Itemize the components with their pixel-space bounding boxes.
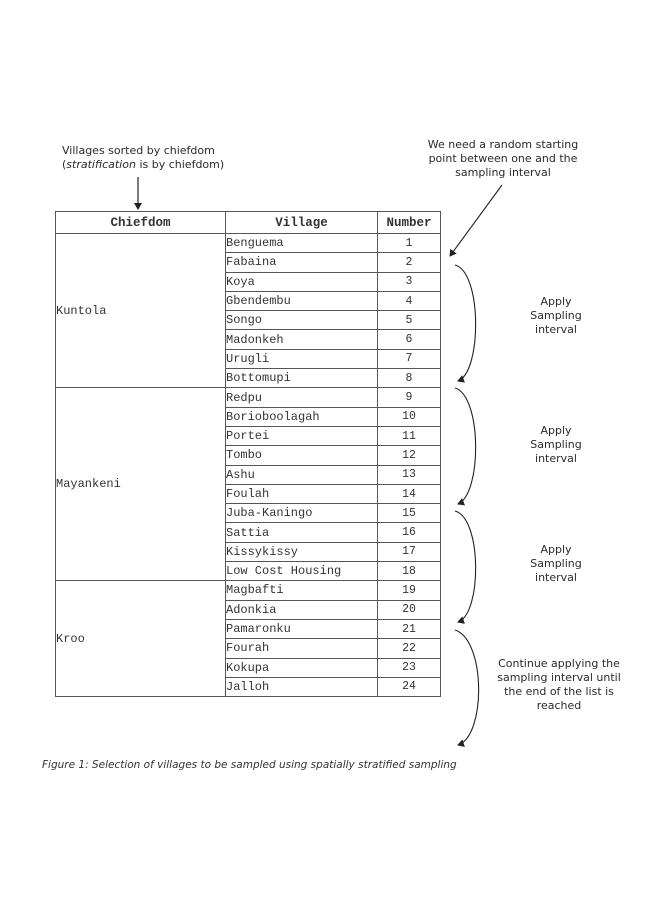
number-cell: 1 bbox=[378, 234, 441, 253]
chiefdom-cell: Kroo bbox=[56, 581, 226, 697]
number-cell: 3 bbox=[378, 272, 441, 291]
brace-arrow-1 bbox=[455, 265, 476, 381]
number-cell: 13 bbox=[378, 465, 441, 484]
number-cell: 17 bbox=[378, 542, 441, 561]
village-cell: Songo bbox=[226, 311, 378, 330]
number-cell: 10 bbox=[378, 407, 441, 426]
number-cell: 14 bbox=[378, 484, 441, 503]
brace-arrow-3 bbox=[455, 511, 476, 622]
header-chiefdom: Chiefdom bbox=[56, 212, 226, 234]
village-cell: Kissykissy bbox=[226, 542, 378, 561]
village-cell: Low Cost Housing bbox=[226, 562, 378, 581]
village-cell: Gbendembu bbox=[226, 291, 378, 310]
number-cell: 4 bbox=[378, 291, 441, 310]
brace-arrow-2 bbox=[455, 388, 476, 504]
number-cell: 24 bbox=[378, 677, 441, 696]
number-cell: 12 bbox=[378, 446, 441, 465]
number-cell: 19 bbox=[378, 581, 441, 600]
village-cell: Redpu bbox=[226, 388, 378, 407]
village-cell: Foulah bbox=[226, 484, 378, 503]
village-cell: Fabaina bbox=[226, 253, 378, 272]
note-left-line1: Villages sorted by chiefdom bbox=[62, 144, 215, 157]
village-cell: Magbafti bbox=[226, 581, 378, 600]
village-cell: Ashu bbox=[226, 465, 378, 484]
header-village: Village bbox=[226, 212, 378, 234]
village-cell: Madonkeh bbox=[226, 330, 378, 349]
header-number: Number bbox=[378, 212, 441, 234]
number-cell: 21 bbox=[378, 619, 441, 638]
continue-applying-note: Continue applying the sampling interval until the end of the list is reached bbox=[497, 657, 621, 712]
number-cell: 5 bbox=[378, 311, 441, 330]
village-cell: Borioboolagah bbox=[226, 407, 378, 426]
number-cell: 22 bbox=[378, 639, 441, 658]
village-cell: Portei bbox=[226, 426, 378, 445]
chiefdom-cell: Kuntola bbox=[56, 234, 226, 388]
chiefdom-cell: Mayankeni bbox=[56, 388, 226, 581]
village-cell: Urugli bbox=[226, 349, 378, 368]
number-cell: 11 bbox=[378, 426, 441, 445]
number-cell: 2 bbox=[378, 253, 441, 272]
village-cell: Kokupa bbox=[226, 658, 378, 677]
village-cell: Bottomupi bbox=[226, 369, 378, 388]
apply-interval-note-3: Apply Sampling interval bbox=[530, 543, 582, 584]
apply-interval-note-2: Apply Sampling interval bbox=[530, 424, 582, 465]
number-cell: 9 bbox=[378, 388, 441, 407]
village-cell: Adonkia bbox=[226, 600, 378, 619]
village-cell: Juba-Kaningo bbox=[226, 504, 378, 523]
number-cell: 8 bbox=[378, 369, 441, 388]
number-cell: 6 bbox=[378, 330, 441, 349]
note-left-line2: (stratification is by chiefdom) bbox=[62, 158, 225, 171]
village-cell: Benguema bbox=[226, 234, 378, 253]
village-cell: Jalloh bbox=[226, 677, 378, 696]
village-cell: Sattia bbox=[226, 523, 378, 542]
number-cell: 15 bbox=[378, 504, 441, 523]
brace-arrow-4 bbox=[455, 630, 479, 745]
number-cell: 23 bbox=[378, 658, 441, 677]
number-cell: 16 bbox=[378, 523, 441, 542]
village-cell: Koya bbox=[226, 272, 378, 291]
number-cell: 18 bbox=[378, 562, 441, 581]
random-start-note: We need a random starting point between one and the sampling interval bbox=[427, 138, 579, 179]
village-cell: Tombo bbox=[226, 446, 378, 465]
figure-caption: Figure 1: Selection of villages to be sampled using spatially stratified sampling bbox=[42, 759, 457, 771]
number-cell: 7 bbox=[378, 349, 441, 368]
village-cell: Pamaronku bbox=[226, 619, 378, 638]
arrow-to-start-row bbox=[450, 185, 502, 256]
village-cell: Fourah bbox=[226, 639, 378, 658]
number-cell: 20 bbox=[378, 600, 441, 619]
apply-interval-note-1: Apply Sampling interval bbox=[530, 295, 582, 336]
